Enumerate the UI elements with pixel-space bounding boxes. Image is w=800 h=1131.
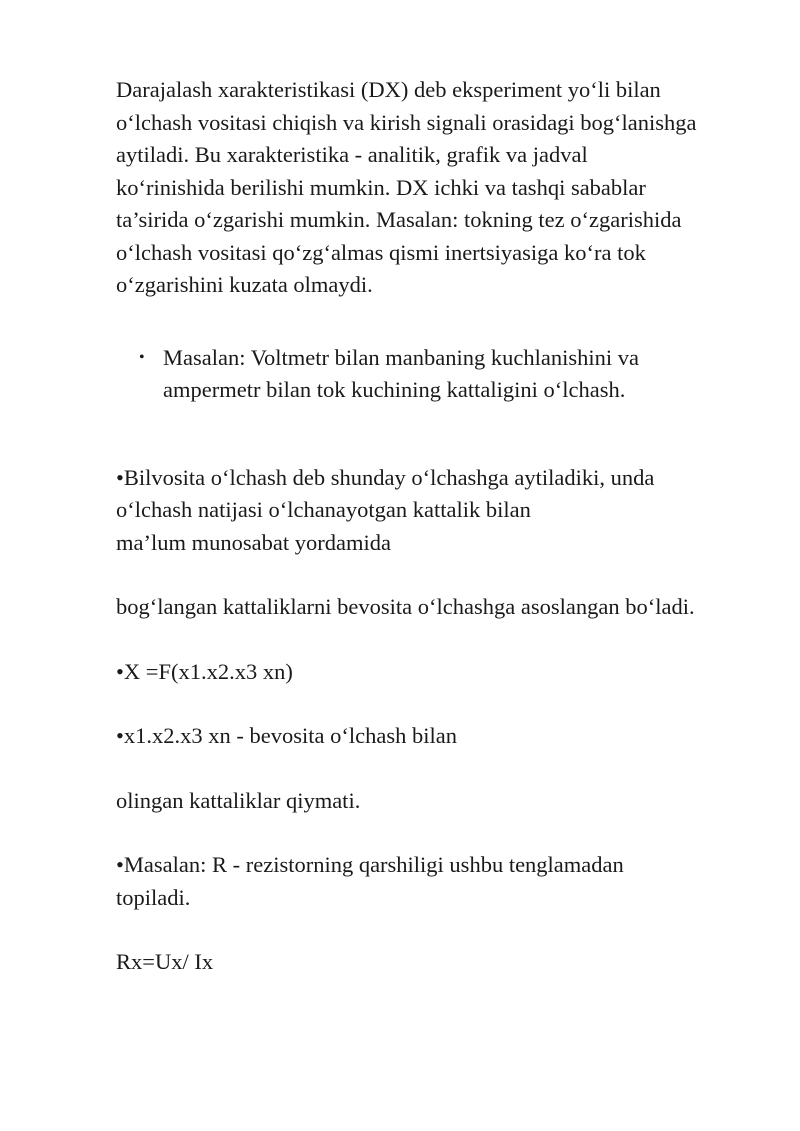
- paragraph-line: •Bilvosita o‘lchash deb shunday o‘lchashga aytiladiki, unda: [116, 464, 655, 490]
- paragraph-basis: [116, 591, 756, 624]
- paragraph-line: ma’lum munosabat yordamida: [116, 529, 391, 555]
- paragraph-line: Darajalash xarakteristikasi (DX) deb eksperiment yo‘li bilan: [116, 77, 661, 102]
- paragraph-variables: [116, 720, 756, 753]
- formula-line: Rx=Ux/ Ix: [116, 949, 214, 974]
- bullet-icon: •: [139, 348, 145, 366]
- formula-function: [116, 656, 756, 689]
- paragraph-line: o‘lchash natijasi o‘lchanayotgan kattalik bilan: [116, 497, 531, 522]
- bullet-line: ampermetr bilan tok kuchining kattaligini o‘lchash.: [163, 377, 626, 402]
- paragraph-values: [116, 785, 756, 818]
- example-bullet-list: [116, 342, 756, 407]
- paragraph-line: aytiladi. Bu xarakteristika - analitik, grafik va jadval: [116, 142, 588, 167]
- paragraph-line: •x1.x2.x3 xn - bevosita o‘lchash bilan: [116, 723, 457, 748]
- list-item: [116, 342, 756, 407]
- paragraph-line: topiladi.: [116, 884, 191, 910]
- paragraph-example-resistor: [116, 849, 756, 914]
- indirect-measurement-paragraph: [116, 462, 756, 560]
- document-page: [116, 74, 756, 979]
- definition-paragraph: [116, 74, 756, 302]
- formula-resistance: [116, 946, 756, 979]
- paragraph-line: olingan kattaliklar qiymati.: [116, 787, 361, 813]
- paragraph-line: o‘zgarishini kuzata olmaydi.: [116, 272, 373, 297]
- formula-line: •X =F(x1.x2.x3 xn): [116, 658, 293, 684]
- paragraph-line: ta’sirida o‘zgarishi mumkin. Masalan: tokning tez o‘zgarishida: [116, 207, 682, 232]
- paragraph-line: o‘lchash vositasi qo‘zg‘almas qismi inertsiyasiga ko‘ra tok: [116, 239, 646, 265]
- paragraph-line: bog‘langan kattaliklarni bevosita o‘lchashga asoslangan bo‘ladi.: [116, 594, 695, 619]
- paragraph-line: •Masalan: R - rezistorning qarshiligi ushbu tenglamadan: [116, 852, 624, 877]
- paragraph-line: ko‘rinishida berilishi mumkin. DX ichki va tashqi sabablar: [116, 174, 646, 200]
- paragraph-line: o‘lchash vositasi chiqish va kirish signali orasidagi bog‘lanishga: [116, 109, 697, 135]
- bullet-line: Masalan: Voltmetr bilan manbaning kuchlanishini va: [163, 344, 639, 370]
